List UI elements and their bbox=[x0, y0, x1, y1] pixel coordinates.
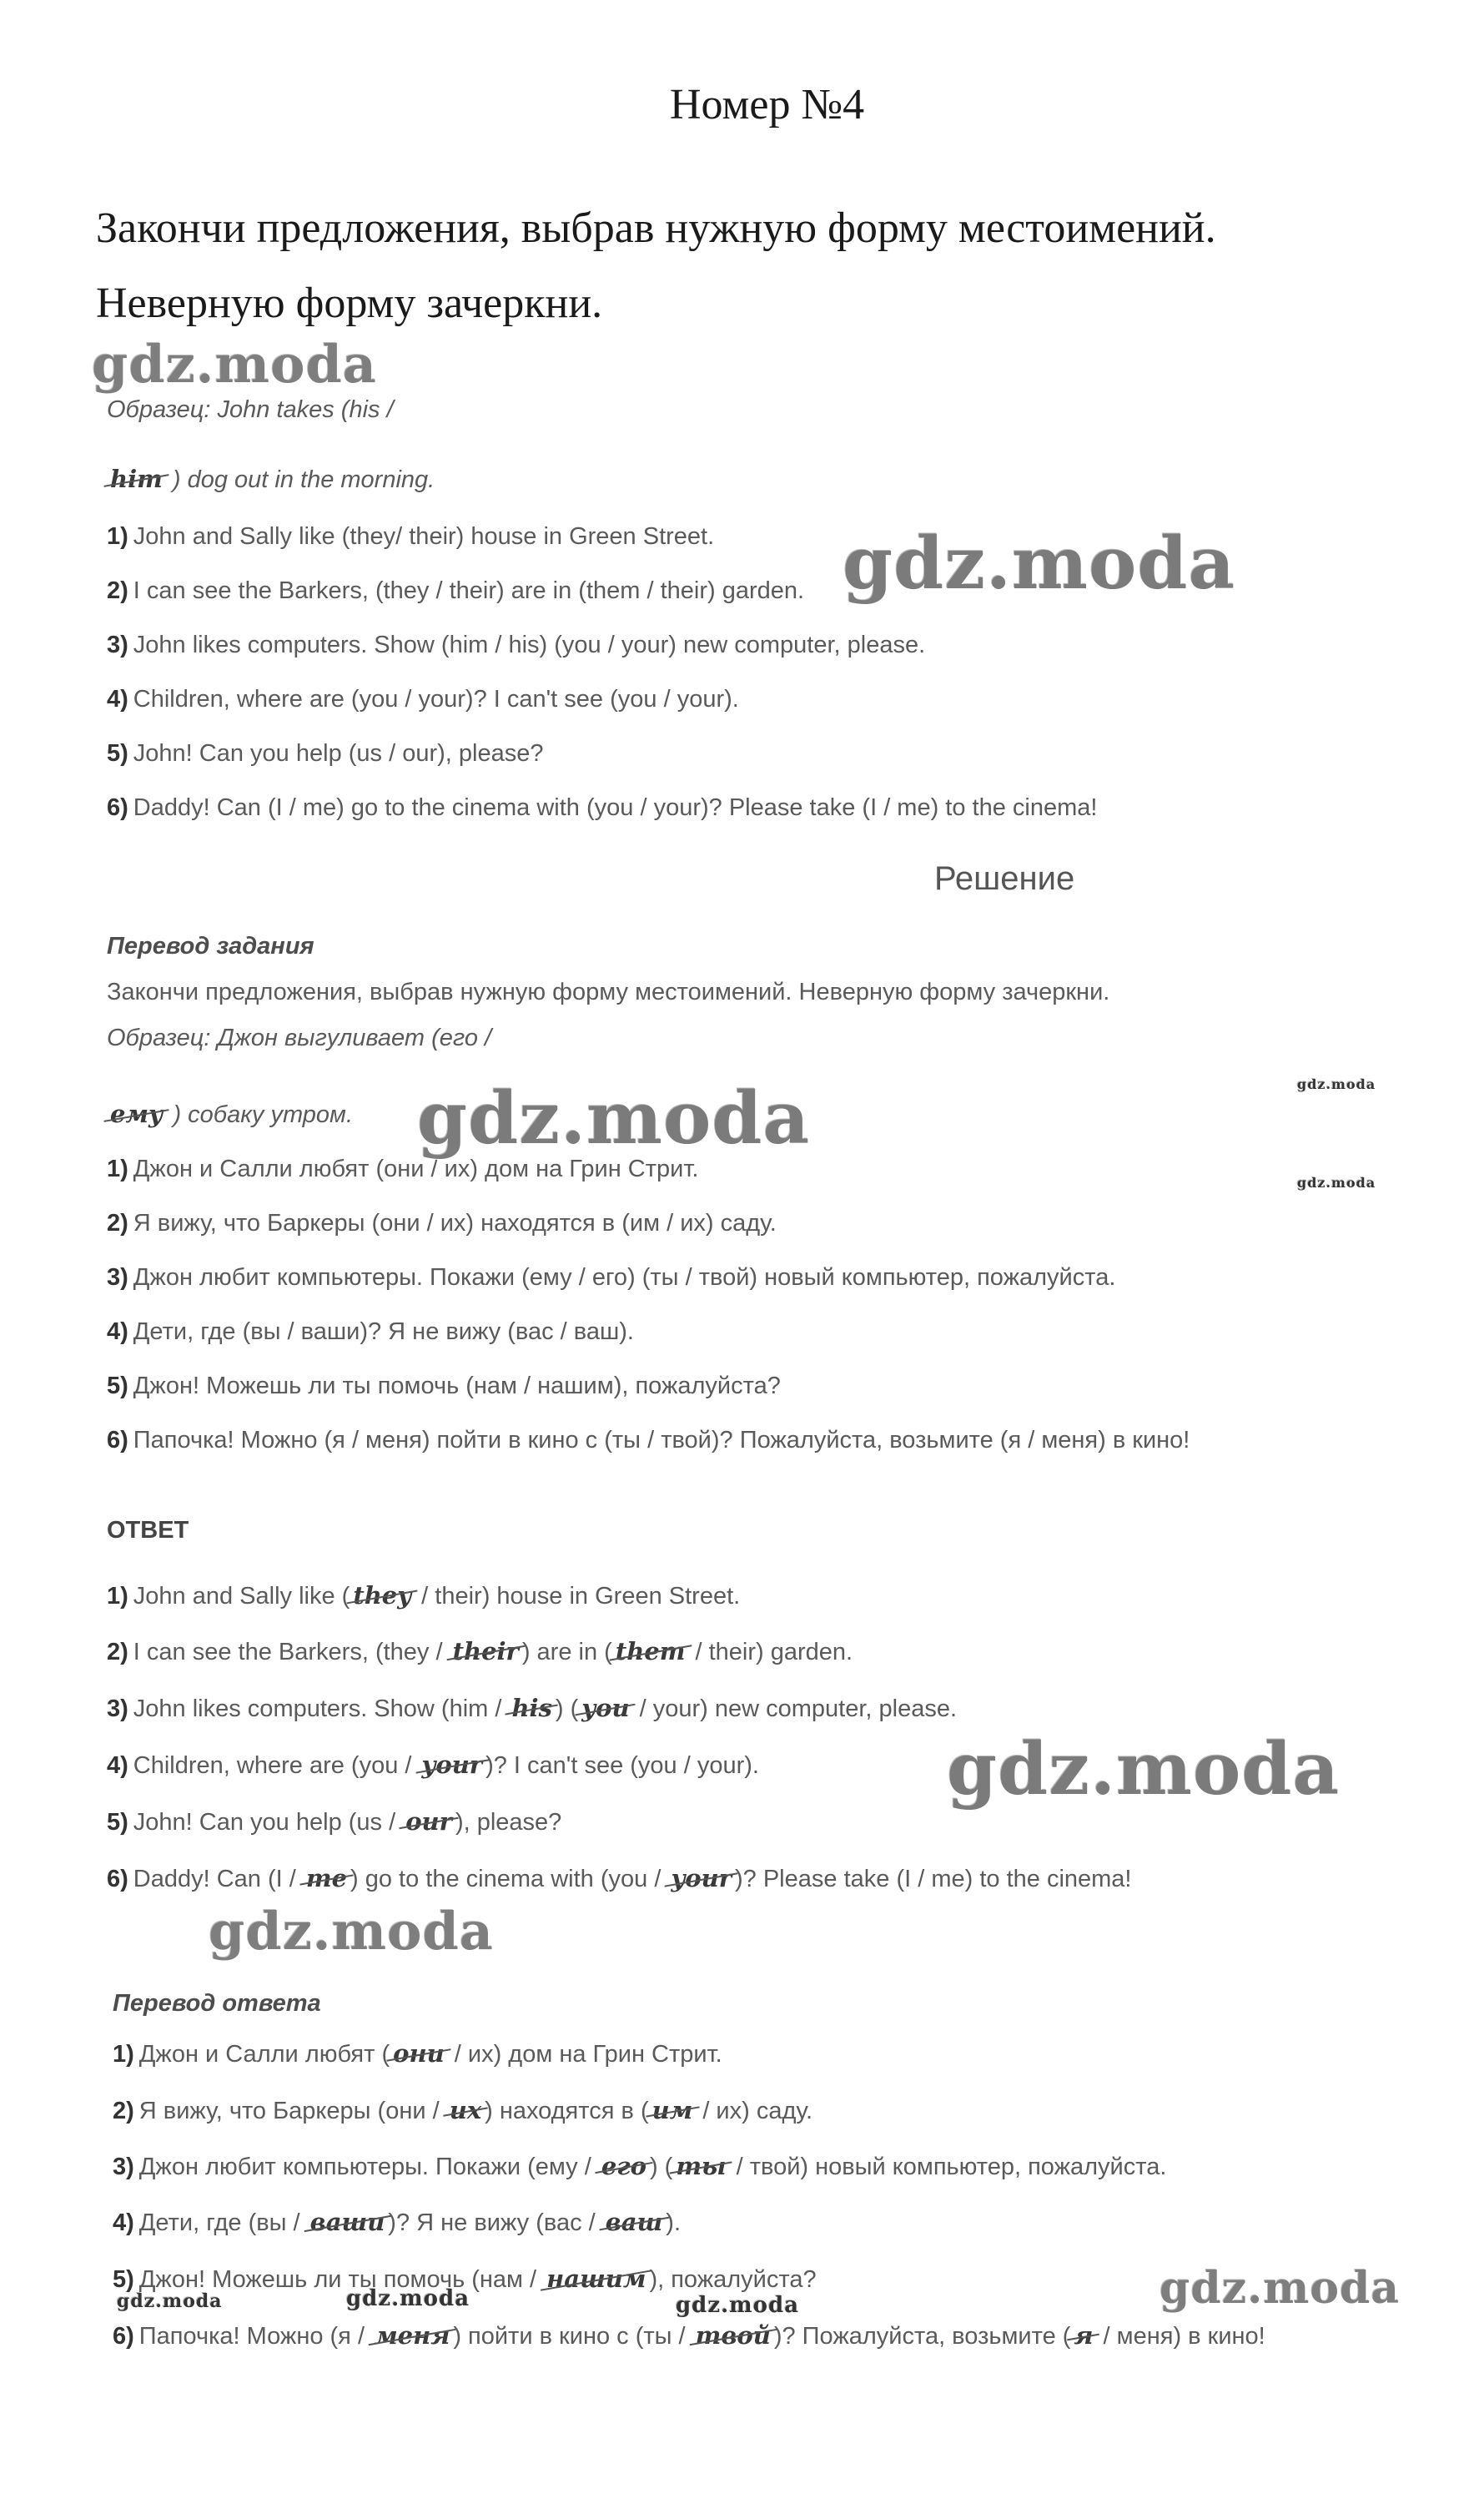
watermark: gdz.moda bbox=[209, 1901, 494, 1962]
watermark: gdz.moda bbox=[1297, 1076, 1376, 1092]
translation-item-1: 1) Джон и Салли любят (они / их) дом на Грин Стрит. bbox=[107, 1156, 699, 1182]
translation-item-5: 5) Джон! Можешь ли ты помочь (нам / нашим), пожалуйста? bbox=[107, 1373, 781, 1399]
page-title: Номер №4 bbox=[669, 81, 865, 128]
exercise-item-6: 6) Daddy! Can (I / me) go to the cinema with (you / your)? Please take (I / me) to the cinema! bbox=[107, 794, 1098, 821]
watermark: gdz.moda bbox=[1297, 1175, 1376, 1191]
answer-item-2: 2) I can see the Barkers, (they / their ) are in ( them / their) garden. bbox=[107, 1637, 853, 1665]
exercise-item-5: 5) John! Can you help (us / our), please? bbox=[107, 740, 544, 767]
exercise-item-2: 2) I can see the Barkers, (they / their) are in (them / their) garden. bbox=[107, 577, 805, 604]
translation-heading: Перевод задания bbox=[107, 933, 314, 960]
answer-translation-item-2: 2) Я вижу, что Баркеры (они / их ) находятся в ( им / их) саду. bbox=[113, 2096, 813, 2124]
handwritten-strike: him bbox=[107, 465, 166, 493]
translation-intro: Закончи предложения, выбрав нужную форму местоимений. Неверную форму зачеркни. bbox=[107, 979, 1110, 1005]
answer-item-1: 1) John and Sally like ( they / their) house in Green Street. bbox=[107, 1581, 741, 1610]
answer-translation-item-5: 5) Джон! Можешь ли ты помочь (нам / нашим ), пожалуйста? bbox=[113, 2265, 817, 2293]
answer-item-4: 4) Children, where are (you / your )? I can't see (you / your). bbox=[107, 1751, 759, 1779]
translation-item-4: 4) Дети, где (вы / ваши)? Я не вижу (вас / ваш). bbox=[107, 1318, 634, 1345]
answer-heading: ОТВЕТ bbox=[107, 1517, 189, 1544]
watermark: gdz.moda bbox=[843, 521, 1236, 606]
exercise-sample-a: Образец: John takes (his / bbox=[107, 396, 394, 423]
exercise-item-3: 3) John likes computers. Show (him / his) (you / your) new computer, please. bbox=[107, 632, 926, 658]
watermark: gdz.moda bbox=[92, 334, 377, 395]
exercise-item-4: 4) Children, where are (you / your)? I can't see (you / your). bbox=[107, 686, 739, 713]
answer-translation-heading: Перевод ответа bbox=[113, 1990, 321, 2017]
watermark: gdz.moda bbox=[676, 2293, 800, 2318]
translation-sample-b: ему ) собаку утром. bbox=[107, 1100, 353, 1129]
answer-item-3: 3) John likes computers. Show (him / his ) ( you / your) new computer, please. bbox=[107, 1694, 958, 1722]
watermark: gdz.moda bbox=[417, 1076, 811, 1161]
answer-translation-item-1: 1) Джон и Салли любят ( они / их) дом на Грин Стрит. bbox=[113, 2039, 722, 2068]
exercise-item-1: 1) John and Sally like (they/ their) house in Green Street. bbox=[107, 523, 715, 550]
translation-sample-a: Образец: Джон выгуливает (его / bbox=[107, 1025, 492, 1051]
watermark: gdz.moda bbox=[346, 2286, 470, 2311]
watermark: gdz.moda bbox=[1160, 2263, 1401, 2314]
translation-item-2: 2) Я вижу, что Баркеры (они / их) находятся в (им / их) саду. bbox=[107, 1210, 777, 1237]
watermark: gdz.moda bbox=[117, 2290, 223, 2312]
task-line-2: Неверную форму зачеркни. bbox=[96, 280, 603, 327]
watermark: gdz.moda bbox=[947, 1727, 1341, 1811]
handwritten-strike: ему bbox=[107, 1100, 166, 1128]
translation-item-6: 6) Папочка! Можно (я / меня) пойти в кино с (ты / твой)? Пожалуйста, возьмите (я / меня) в кино! bbox=[107, 1427, 1190, 1454]
solution-heading: Решение bbox=[934, 860, 1075, 897]
task-line-1: Закончи предложения, выбрав нужную форму местоимений. bbox=[96, 204, 1216, 252]
answer-translation-item-6: 6) Папочка! Можно (я / меня ) пойти в кино с (ты / твой )? Пожалуйста, возьмите ( я / меня) в кино! bbox=[113, 2321, 1265, 2350]
exercise-sample-b: him ) dog out in the morning. bbox=[107, 465, 435, 494]
translation-item-3: 3) Джон любит компьютеры. Покажи (ему / его) (ты / твой) новый компьютер, пожалуйста. bbox=[107, 1264, 1116, 1291]
answer-item-6: 6) Daddy! Can (I / me ) go to the cinema with (you / your )? Please take (I / me) to the cinema! bbox=[107, 1864, 1132, 1892]
answer-translation-item-4: 4) Дети, где (вы / ваши )? Я не вижу (вас / ваш ). bbox=[113, 2208, 681, 2236]
answer-translation-item-3: 3) Джон любит компьютеры. Покажи (ему / его ) ( ты / твой) новый компьютер, пожалуйста. bbox=[113, 2152, 1167, 2180]
answer-item-5: 5) John! Can you help (us / our ), please? bbox=[107, 1807, 562, 1836]
